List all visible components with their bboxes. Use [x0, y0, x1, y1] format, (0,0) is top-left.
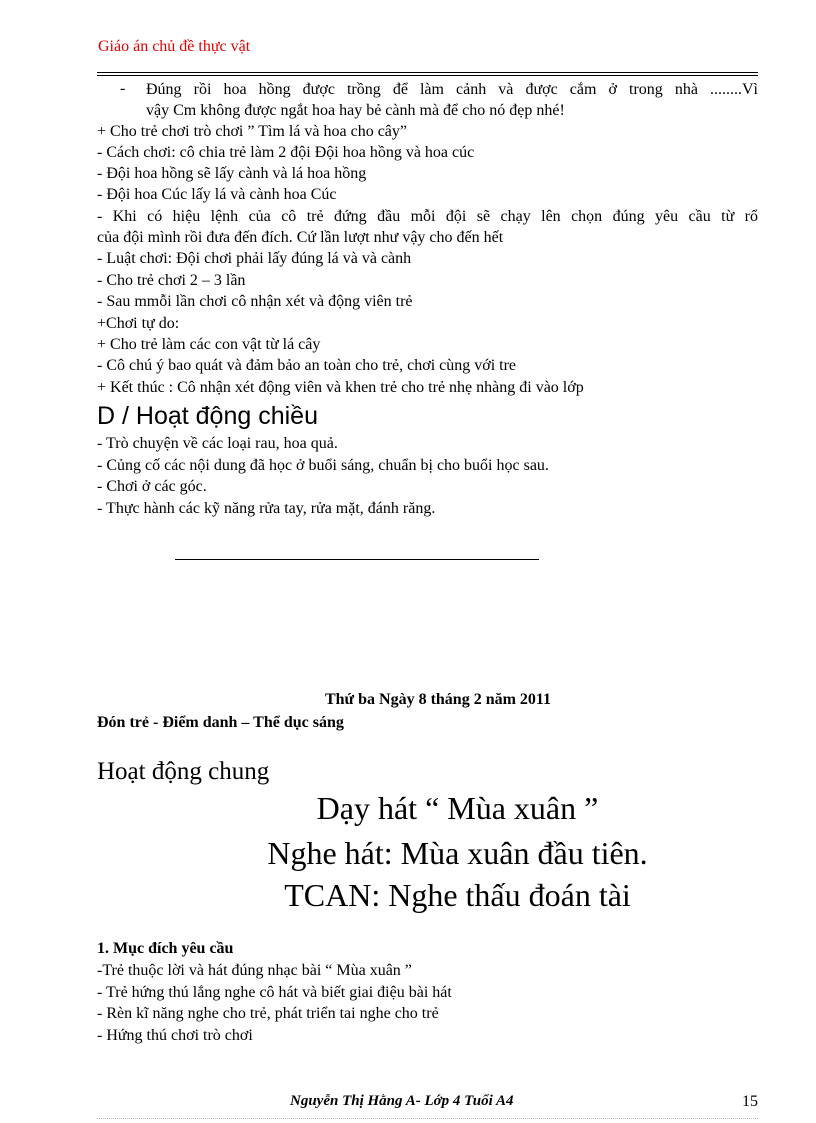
activity-heading: Hoạt động chung: [97, 758, 270, 785]
goal-heading: 1. Mục đích yêu cầu: [97, 940, 234, 957]
header-rule-top: [97, 72, 758, 73]
text-line: - Sau mmỗi lần chơi cô nhận xét và động viên trẻ: [97, 293, 413, 310]
text-line: - Cô chú ý bao quát và đảm bảo an toàn cho trẻ, chơi cùng với tre: [97, 357, 517, 374]
goal-item: - Rèn kĩ năng nghe cho trẻ, phát triển tai nghe cho trẻ: [97, 1005, 439, 1022]
page-number: 15: [742, 1093, 758, 1110]
text-line: + Cho trẻ chơi trò chơi ” Tìm lá và hoa cho cây”: [97, 123, 407, 140]
lesson-title: Dạy hát “ Mùa xuân ”: [316, 790, 599, 826]
goal-item: - Hứng thú chơi trò chơi: [97, 1027, 253, 1044]
goal-item: - Trẻ hứng thú lắng nghe cô hát và biết giai điệu bài hát: [97, 984, 452, 1001]
date-heading: Thứ ba Ngày 8 tháng 2 năm 2011: [324, 691, 552, 708]
morning-routine: Đón trẻ - Điểm danh – Thể dục sáng: [97, 714, 344, 731]
list-item: - Thực hành các kỹ năng rửa tay, rửa mặt, đánh răng.: [97, 500, 436, 517]
text-line: - Khi có hiệu lệnh của cô trẻ đứng đầu mỗi đội sẽ chạy lên chọn đúng yêu cầu từ rổ: [97, 208, 758, 225]
afternoon-heading: D / Hoạt động chiều: [97, 402, 318, 430]
header-title: Giáo án chủ đề thực vật: [98, 38, 251, 55]
text-line: + Cho trẻ làm các con vật từ lá cây: [97, 336, 321, 353]
lesson-title: TCAN: Nghe thấu đoán tài: [284, 877, 631, 913]
list-item: - Chơi ở các góc.: [97, 478, 207, 495]
text-line: +Chơi tự do:: [97, 315, 180, 332]
list-item: - Trò chuyện về các loại rau, hoa quả.: [97, 435, 338, 452]
footer-rule: [97, 1118, 758, 1119]
header-rule-bottom: [97, 75, 758, 76]
goal-item: -Trẻ thuộc lời và hát đúng nhạc bài “ Mùa xuân ”: [97, 962, 412, 979]
list-item: - Củng cố các nội dung đã học ở buổi sáng, chuẩn bị cho buổi học sau.: [97, 457, 549, 474]
text-line: - Đội hoa hồng sẽ lấy cành và lá hoa hồng: [97, 165, 367, 182]
bullet-marker: -: [120, 80, 126, 97]
text-line: vậy Cm không được ngắt hoa hay bẻ cành mà để cho nó đẹp nhé!: [146, 102, 565, 119]
section-separator: [175, 559, 539, 560]
text-line: - Đội hoa Cúc lấy lá và cành hoa Cúc: [97, 186, 337, 203]
text-line: - Cách chơi: cô chia trẻ làm 2 đội Đội hoa hồng và hoa cúc: [97, 144, 475, 161]
text-line: - Cho trẻ chơi 2 – 3 lần: [97, 272, 246, 289]
text-line: của đội mình rồi đưa đến đích. Cứ lần lượt như vậy cho đến hết: [97, 229, 504, 246]
lesson-title: Nghe hát: Mùa xuân đầu tiên.: [267, 835, 648, 871]
text-line: Đúng rồi hoa hồng được trồng để làm cảnh và được cắm ở trong nhà ........Vì: [146, 81, 758, 98]
footer-author: Nguyễn Thị Hằng A- Lớp 4 Tuổi A4: [290, 1093, 514, 1109]
text-line: - Luật chơi: Đội chơi phải lấy đúng lá và và cành: [97, 250, 412, 267]
text-line: + Kết thúc : Cô nhận xét động viên và khen trẻ cho trẻ nhẹ nhàng đi vào lớp: [97, 379, 584, 396]
